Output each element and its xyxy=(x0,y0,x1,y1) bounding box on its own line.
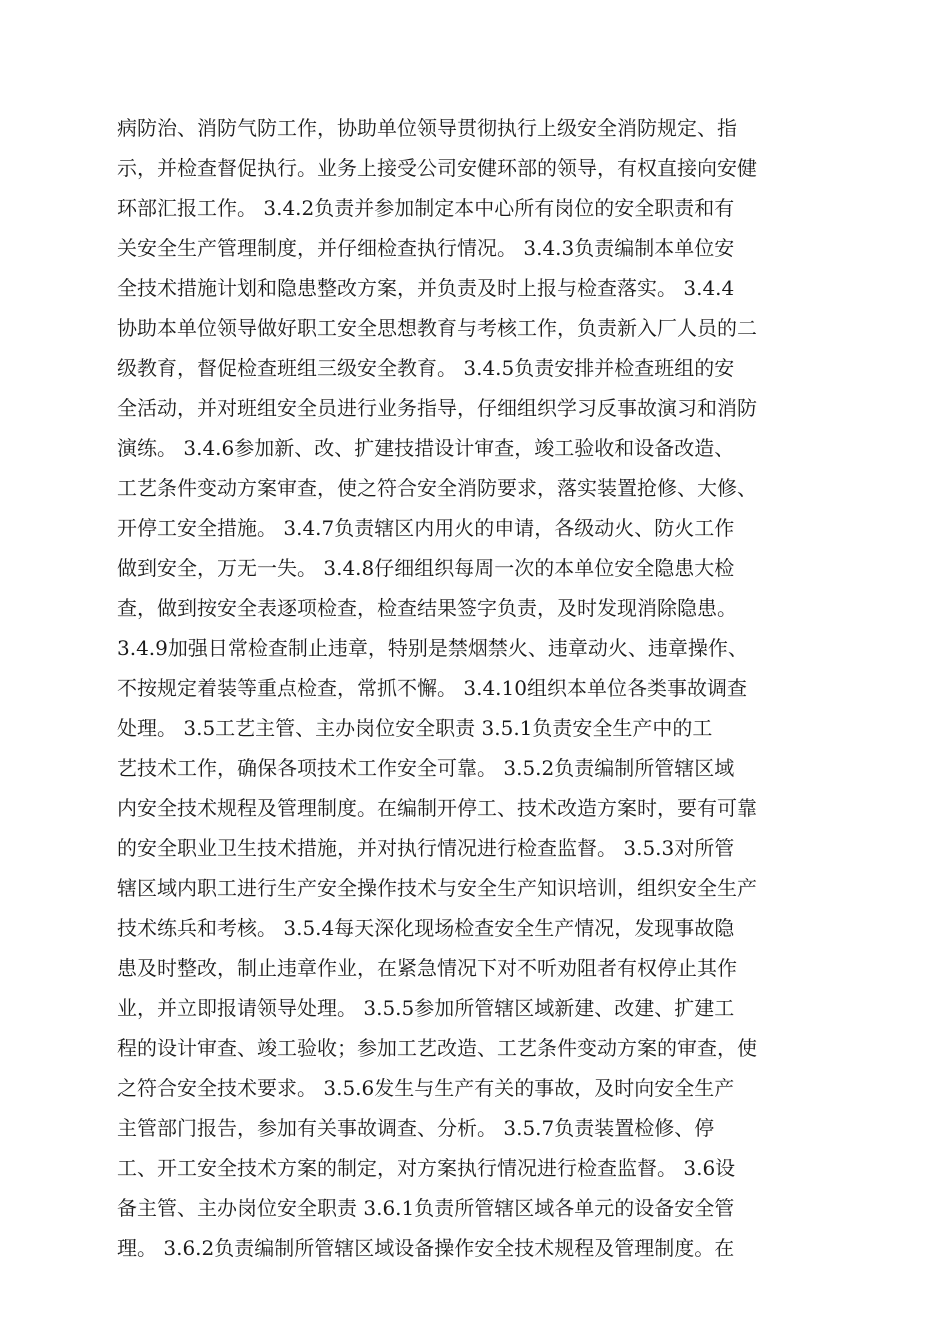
text-line: 做到安全，万无一失。 3.4.8仔细组织每周一次的本单位安全隐患大检 xyxy=(117,556,735,580)
text-line: 业，并立即报请领导处理。 3.5.5参加所管辖区域新建、改建、扩建工 xyxy=(117,996,735,1020)
text-line: 之符合安全技术要求。 3.5.6发生与生产有关的事故，及时向安全生产 xyxy=(117,1076,735,1100)
text-line: 协助本单位领导做好职工安全思想教育与考核工作，负责新入厂人员的二 xyxy=(117,316,757,340)
text-line: 辖区域内职工进行生产安全操作技术与安全生产知识培训，组织安全生产 xyxy=(117,876,757,900)
text-line: 理。 3.6.2负责编制所管辖区域设备操作安全技术规程及管理制度。在 xyxy=(117,1236,735,1260)
text-line: 开停工安全措施。 3.4.7负责辖区内用火的申请，各级动火、防火工作 xyxy=(117,516,735,540)
text-line: 查，做到按安全表逐项检查，检查结果签字负责，及时发现消除隐患。 xyxy=(117,596,737,620)
text-line: 示，并检查督促执行。业务上接受公司安健环部的领导，有权直接向安健 xyxy=(117,156,757,180)
text-line: 艺技术工作，确保各项技术工作安全可靠。 3.5.2负责编制所管辖区域 xyxy=(117,756,735,780)
text-line: 全活动，并对班组安全员进行业务指导，仔细组织学习反事故演习和消防 xyxy=(117,396,757,420)
text-line: 关安全生产管理制度，并仔细检查执行情况。 3.4.3负责编制本单位安 xyxy=(117,236,735,260)
text-line: 处理。 3.5工艺主管、主办岗位安全职责 3.5.1负责安全生产中的工 xyxy=(117,716,713,740)
text-line: 内安全技术规程及管理制度。在编制开停工、技术改造方案时，要有可靠 xyxy=(117,796,757,820)
text-line: 工艺条件变动方案审查，使之符合安全消防要求，落实装置抢修、大修、 xyxy=(117,476,757,500)
text-line: 环部汇报工作。 3.4.2负责并参加制定本中心所有岗位的安全职责和有 xyxy=(117,196,735,220)
text-line: 备主管、主办岗位安全职责 3.6.1负责所管辖区域各单元的设备安全管 xyxy=(117,1196,735,1220)
text-line: 主管部门报告，参加有关事故调查、分析。 3.5.7负责装置检修、停 xyxy=(117,1116,715,1140)
text-line: 病防治、消防气防工作，协助单位领导贯彻执行上级安全消防规定、指 xyxy=(117,116,737,140)
text-line: 不按规定着装等重点检查，常抓不懈。 3.4.10组织本单位各类事故调查 xyxy=(117,676,747,700)
text-line: 程的设计审查、竣工验收；参加工艺改造、工艺条件变动方案的审查，使 xyxy=(117,1036,757,1060)
text-line: 全技术措施计划和隐患整改方案，并负责及时上报与检查落实。 3.4.4 xyxy=(117,276,735,300)
text-line: 级教育，督促检查班组三级安全教育。 3.4.5负责安排并检查班组的安 xyxy=(117,356,735,380)
text-line: 技术练兵和考核。 3.5.4每天深化现场检查安全生产情况，发现事故隐 xyxy=(117,916,735,940)
text-line: 患及时整改，制止违章作业，在紧急情况下对不听劝阻者有权停止其作 xyxy=(117,956,737,980)
text-line: 3.4.9加强日常检查制止违章，特别是禁烟禁火、违章动火、违章操作、 xyxy=(117,636,748,660)
text-line: 的安全职业卫生技术措施，并对执行情况进行检查监督。 3.5.3对所管 xyxy=(117,836,735,860)
text-line: 工、开工安全技术方案的制定，对方案执行情况进行检查监督。 3.6设 xyxy=(117,1156,736,1180)
text-line: 演练。 3.4.6参加新、改、扩建技措设计审查，竣工验收和设备改造、 xyxy=(117,436,735,460)
